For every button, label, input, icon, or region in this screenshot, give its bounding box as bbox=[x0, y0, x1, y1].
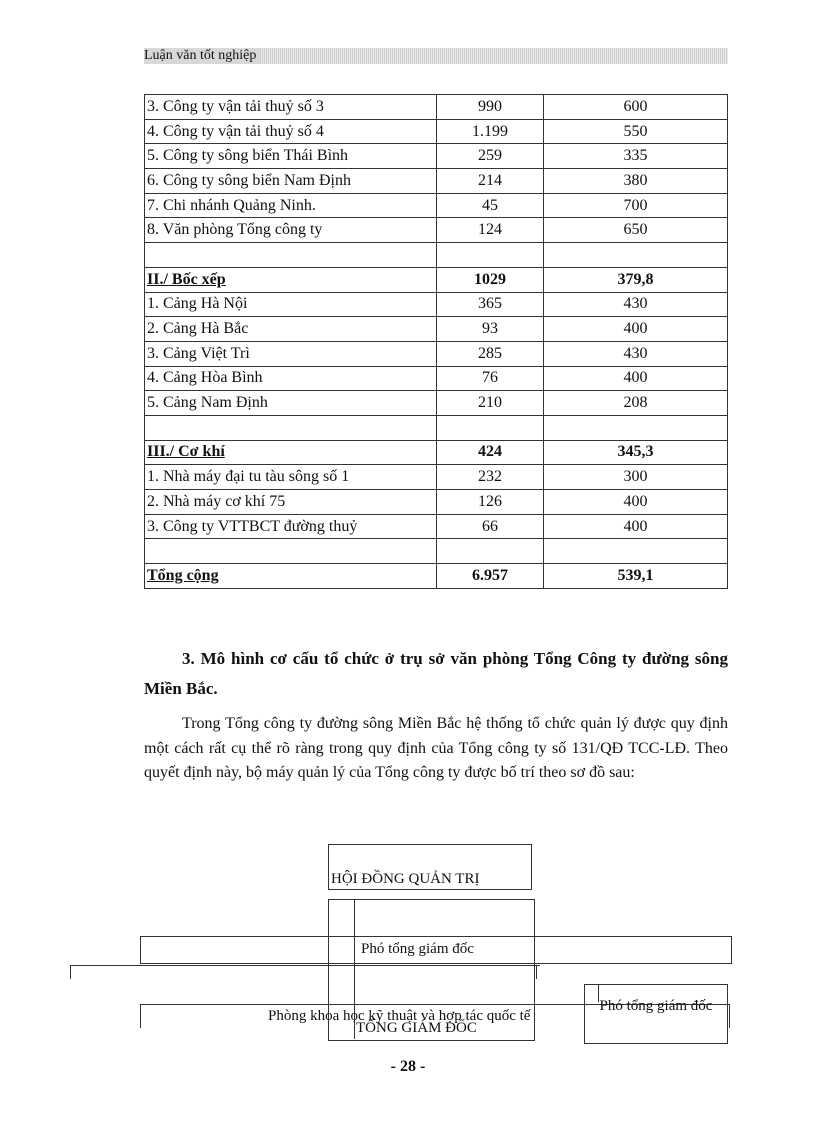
row-name-cell bbox=[145, 292, 437, 317]
row-count-cell bbox=[437, 465, 544, 490]
cell-text: 550 bbox=[623, 122, 648, 140]
row-value-cell bbox=[544, 366, 728, 391]
table-row bbox=[145, 391, 728, 416]
connector-line bbox=[729, 1004, 730, 1028]
cell-text: II./ Bốc xếp bbox=[147, 270, 226, 288]
deputy-right-label: Phó tổng giám đốc bbox=[599, 998, 713, 1014]
section-paragraph-text: Trong Tổng công ty đường sông Miền Bắc hệ thống tổ chức quản lý được quy định một cách rất cụ thể rõ ràng trong quy định của Tổng công ty số 131/QĐ TCC-LĐ. Theo quyết định này, bộ máy quản lý của Tổng công ty được bố trí theo sơ đồ sau: bbox=[144, 715, 728, 781]
cell-text: 8. Văn phòng Tổng công ty bbox=[147, 221, 323, 239]
row-count-cell bbox=[437, 95, 544, 120]
cell-text: 990 bbox=[478, 97, 502, 115]
cell-text: 3. Cảng Việt Trì bbox=[147, 344, 250, 362]
row-value-cell bbox=[544, 490, 728, 515]
cell-text: 126 bbox=[478, 492, 502, 510]
cell-text: 76 bbox=[482, 369, 498, 387]
row-name-cell bbox=[145, 440, 437, 465]
cell-text: 430 bbox=[623, 344, 648, 362]
cell-text: 93 bbox=[482, 320, 498, 338]
row-value-cell bbox=[544, 465, 728, 490]
table-row bbox=[145, 415, 728, 440]
row-count-cell bbox=[437, 169, 544, 194]
cell-text: 345,3 bbox=[617, 443, 654, 461]
connector-line bbox=[70, 965, 71, 979]
cell-text: 232 bbox=[478, 468, 502, 486]
row-value-cell bbox=[544, 119, 728, 144]
row-name-cell bbox=[145, 218, 437, 243]
row-value-cell bbox=[544, 539, 728, 564]
row-count-cell bbox=[437, 415, 544, 440]
row-name-cell bbox=[145, 169, 437, 194]
table-row bbox=[145, 341, 728, 366]
cell-text: 259 bbox=[478, 147, 502, 165]
table-row bbox=[145, 218, 728, 243]
row-count-cell bbox=[437, 539, 544, 564]
row-value-cell bbox=[544, 292, 728, 317]
board-box bbox=[328, 844, 532, 890]
section-heading bbox=[144, 644, 728, 704]
page-number: - 28 - bbox=[390, 1058, 426, 1075]
row-name-cell bbox=[145, 366, 437, 391]
row-count-cell bbox=[437, 514, 544, 539]
row-count-cell bbox=[437, 564, 544, 589]
cell-text: 650 bbox=[623, 221, 648, 239]
table-row bbox=[145, 366, 728, 391]
cell-text: 300 bbox=[623, 468, 648, 486]
cell-text: 208 bbox=[623, 394, 648, 412]
row-value-cell bbox=[544, 391, 728, 416]
cell-text: 2. Nhà máy cơ khí 75 bbox=[147, 492, 286, 510]
cell-text: 66 bbox=[482, 517, 498, 535]
row-name-cell bbox=[145, 391, 437, 416]
table-row bbox=[145, 119, 728, 144]
table-row bbox=[145, 539, 728, 564]
cell-text: 7. Chi nhánh Quảng Ninh. bbox=[147, 196, 316, 214]
row-value-cell bbox=[544, 514, 728, 539]
row-count-cell bbox=[437, 119, 544, 144]
table-row bbox=[145, 564, 728, 589]
connector-line bbox=[70, 965, 540, 966]
table-row bbox=[145, 144, 728, 169]
row-name-cell bbox=[145, 144, 437, 169]
row-count-cell bbox=[437, 317, 544, 342]
row-value-cell bbox=[544, 169, 728, 194]
cell-text: 2. Cảng Hà Bắc bbox=[147, 320, 249, 338]
cell-text: 365 bbox=[478, 295, 502, 313]
cell-text: 1. Cảng Hà Nội bbox=[147, 295, 248, 313]
cell-text: 6. Công ty sông biển Nam Định bbox=[147, 171, 351, 189]
row-name-cell bbox=[145, 564, 437, 589]
cell-text: 400 bbox=[623, 492, 648, 510]
cell-text: 539,1 bbox=[617, 566, 654, 584]
cell-text: 379,8 bbox=[617, 270, 654, 288]
row-count-cell bbox=[437, 218, 544, 243]
row-value-cell bbox=[544, 218, 728, 243]
cell-text: 424 bbox=[478, 443, 502, 461]
row-name-cell bbox=[145, 415, 437, 440]
cell-text: 1029 bbox=[474, 270, 506, 288]
cell-text: 1.199 bbox=[472, 122, 508, 140]
cell-text: 4. Công ty vận tải thuỷ số 4 bbox=[147, 122, 324, 140]
row-name-cell bbox=[145, 539, 437, 564]
cell-text: 214 bbox=[478, 171, 502, 189]
document-header bbox=[144, 48, 728, 64]
row-name-cell bbox=[145, 341, 437, 366]
row-value-cell bbox=[544, 564, 728, 589]
row-count-cell bbox=[437, 144, 544, 169]
cell-text: Tổng cộng bbox=[147, 566, 219, 584]
table-row bbox=[145, 514, 728, 539]
cell-text: 285 bbox=[478, 344, 502, 362]
row-value-cell bbox=[544, 267, 728, 292]
connector-line bbox=[140, 1004, 141, 1028]
row-count-cell bbox=[437, 366, 544, 391]
cell-text: 6.957 bbox=[472, 566, 508, 584]
cell-text: 600 bbox=[623, 97, 648, 115]
row-count-cell bbox=[437, 341, 544, 366]
row-value-cell bbox=[544, 243, 728, 268]
cell-text: 700 bbox=[623, 196, 648, 214]
cell-text: 5. Cảng Nam Định bbox=[147, 394, 268, 412]
cell-text: 380 bbox=[623, 171, 648, 189]
deputy-center-bar bbox=[140, 936, 732, 964]
row-value-cell bbox=[544, 415, 728, 440]
section-heading-text: 3. Mô hình cơ cấu tổ chức ở trụ sở văn phòng Tổng Công ty đường sông Miền Bắc. bbox=[144, 649, 728, 698]
row-count-cell bbox=[437, 193, 544, 218]
statistics-table bbox=[144, 94, 728, 589]
table-row bbox=[145, 169, 728, 194]
row-value-cell bbox=[544, 317, 728, 342]
cell-text: 335 bbox=[623, 147, 648, 165]
row-name-cell bbox=[145, 514, 437, 539]
cell-text: 1. Nhà máy đại tu tàu sông số 1 bbox=[147, 468, 350, 486]
cell-text: III./ Cơ khí bbox=[147, 443, 225, 461]
cell-text: 124 bbox=[478, 221, 502, 239]
row-name-cell bbox=[145, 243, 437, 268]
table-row bbox=[145, 243, 728, 268]
cell-text: 45 bbox=[482, 196, 498, 214]
row-count-cell bbox=[437, 490, 544, 515]
science-dept-label: Phòng khoa học kỹ thuật và hợp tác quốc tế bbox=[268, 1008, 531, 1024]
cell-text: 400 bbox=[623, 517, 648, 535]
row-name-cell bbox=[145, 95, 437, 120]
table-row bbox=[145, 193, 728, 218]
deputy-right-box bbox=[584, 984, 728, 1044]
row-value-cell bbox=[544, 95, 728, 120]
row-count-cell bbox=[437, 440, 544, 465]
row-count-cell bbox=[437, 292, 544, 317]
table-row bbox=[145, 490, 728, 515]
row-name-cell bbox=[145, 119, 437, 144]
connector-line bbox=[598, 984, 599, 1002]
row-value-cell bbox=[544, 144, 728, 169]
cell-text: 430 bbox=[623, 295, 648, 313]
row-value-cell bbox=[544, 341, 728, 366]
row-name-cell bbox=[145, 267, 437, 292]
general-director-label: TỔNG GIÁM ĐỐC bbox=[356, 1020, 477, 1036]
connector-line bbox=[536, 965, 537, 979]
cell-text: 400 bbox=[623, 369, 648, 387]
row-name-cell bbox=[145, 465, 437, 490]
row-name-cell bbox=[145, 317, 437, 342]
board-label: HỘI ĐỒNG QUẢN TRỊ bbox=[331, 871, 480, 887]
table-row bbox=[145, 440, 728, 465]
table-row bbox=[145, 292, 728, 317]
row-count-cell bbox=[437, 391, 544, 416]
cell-text: 400 bbox=[623, 320, 648, 338]
cell-text: 4. Cảng Hòa Bình bbox=[147, 369, 263, 387]
cell-text: 5. Công ty sông biển Thái Bình bbox=[147, 147, 349, 165]
header-title: Luận văn tốt nghiệp bbox=[144, 48, 260, 64]
cell-text: 3. Công ty vận tải thuỷ số 3 bbox=[147, 97, 324, 115]
section-paragraph bbox=[144, 712, 728, 786]
row-name-cell bbox=[145, 490, 437, 515]
row-name-cell bbox=[145, 193, 437, 218]
table-row bbox=[145, 317, 728, 342]
table-row bbox=[145, 95, 728, 120]
table-row bbox=[145, 465, 728, 490]
row-value-cell bbox=[544, 193, 728, 218]
row-count-cell bbox=[437, 267, 544, 292]
deputy-center-label: Phó tổng giám đốc bbox=[361, 941, 474, 957]
cell-text: 3. Công ty VTTBCT đường thuỷ bbox=[147, 517, 358, 535]
cell-text: 210 bbox=[478, 394, 502, 412]
row-value-cell bbox=[544, 440, 728, 465]
row-count-cell bbox=[437, 243, 544, 268]
table-row bbox=[145, 267, 728, 292]
